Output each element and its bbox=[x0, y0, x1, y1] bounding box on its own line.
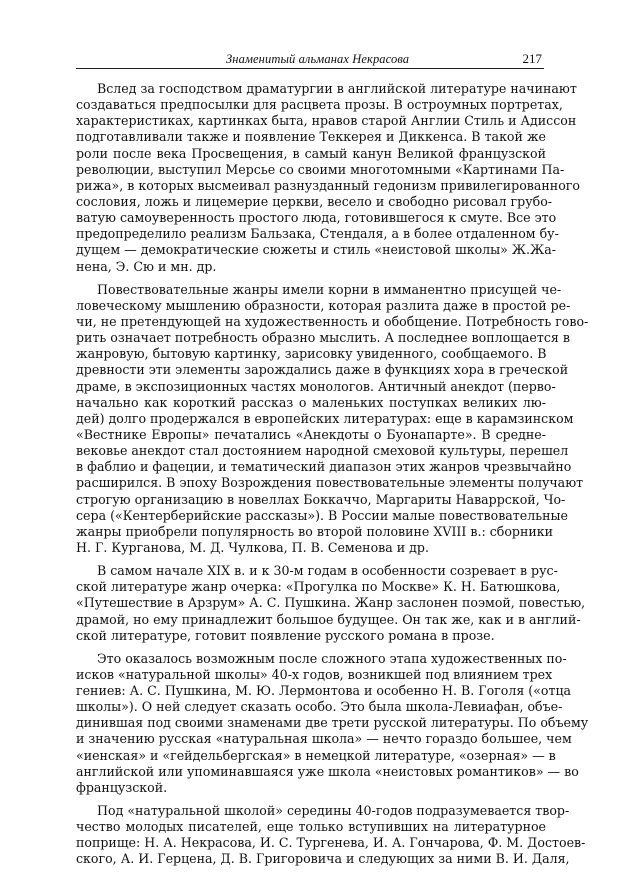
text-line: дущем — демократические сюжеты и стиль «неистовой школы» Ж.Жа- bbox=[76, 242, 556, 258]
text-line: «Путешествие в Арзрум» А. С. Пушкина. Жанр заслонен поэмой, повестью, bbox=[76, 595, 586, 611]
text-line: вековье анекдот стал достоянием народной смеховой культуры, перешел bbox=[76, 443, 569, 459]
text-line: В самом начале XIX в. и к 30-м годам в особенности созревает в рус- bbox=[97, 563, 558, 579]
text-line: гениев: А. С. Пушкина, М. Ю. Лермонтова и особенно Н. В. Гоголя («отца bbox=[76, 683, 572, 699]
running-header bbox=[76, 46, 544, 69]
text-line: Повествовательные жанры имели корни в имманентно присущей че- bbox=[97, 281, 562, 297]
text-line: подготавливали также и появление Теккерея и Диккенса. В такой же bbox=[76, 129, 546, 145]
text-line: ской литературе жанр очерка: «Прогулка по Москве» К. Н. Батюшкова, bbox=[76, 579, 561, 595]
text-line: чи, не претендующей на художественность и обобщение. Потребность гово- bbox=[76, 313, 589, 329]
text-line: нена, Э. Сю и мн. др. bbox=[76, 258, 217, 274]
text-line: характеристиках, картинках быта, нравов старой Англии Стиль и Адиссон bbox=[76, 113, 577, 129]
paragraph bbox=[76, 803, 586, 868]
paragraph bbox=[76, 81, 580, 275]
text-line: школы»). О ней следует сказать особо. Это была школа-Левиафан, объе- bbox=[76, 699, 563, 715]
text-line: создаваться предпосылки для расцвета прозы. В остроумных портретах, bbox=[76, 97, 563, 113]
text-line: сословия, ложь и лицемерие церкви, весело и свободно рисовал грубо- bbox=[76, 193, 553, 209]
text-line: ватую самоуверенность простого люда, готовившегося к смуте. Все это bbox=[76, 210, 557, 226]
paragraph bbox=[76, 563, 586, 644]
text-line: роли после века Просвещения, в самый канун Великой французской bbox=[76, 145, 546, 161]
text-line: ской литературе, готовит появление русского романа в прозе. bbox=[76, 627, 495, 643]
text-line: и значению русская «натуральная школа» — нечто гораздо большее, чем bbox=[76, 731, 572, 747]
text-line: начально как короткий рассказ о маленьких поступках великих лю- bbox=[76, 394, 546, 410]
text-line: предопределило реализм Бальзака, Стендаля, а в более отдаленном бу- bbox=[76, 226, 559, 242]
running-title: Знаменитый альманах Некрасова bbox=[226, 52, 410, 66]
text-line: древности эти элементы зарождались даже в функциях хора в греческой bbox=[76, 362, 569, 378]
text-line: расширился. В эпоху Возрождения повествовательные элементы получают bbox=[76, 475, 584, 491]
text-line: революции, выступил Мерсье со своими многотомными «Картинами Па- bbox=[76, 161, 565, 177]
text-line: Н. Г. Курганова, М. Д. Чулкова, П. В. Семенова и др. bbox=[76, 539, 429, 555]
text-line: ского, А. И. Герцена, Д. В. Григоровича и следующих за ними В. И. Даля, bbox=[76, 851, 570, 867]
text-line: «Вестнике Европы» печатались «Анекдоты о Буонапарте». В средне- bbox=[76, 426, 546, 442]
page-number: 217 bbox=[522, 51, 542, 66]
text-line: ловеческому мышлению образности, которая разлита даже в простой ре- bbox=[76, 297, 571, 313]
text-line: Под «натуральной школой» середины 40-годов подразумевается твор- bbox=[97, 803, 570, 819]
text-line: дей) долго продержался в европейских литературах: еще в карамзинском bbox=[76, 410, 574, 426]
text-line: чество молодых писателей, еще только вступивших на литературное bbox=[76, 819, 546, 835]
text-line: строгую организацию в новеллах Боккаччо, Маргариты Наваррской, Чо- bbox=[76, 491, 566, 507]
text-line: рижа», в которых высмеивал разнузданный гедонизм привилегированного bbox=[76, 177, 580, 193]
body-text bbox=[76, 81, 589, 875]
text-line: Это оказалось возможным после сложного этапа художественных по- bbox=[97, 650, 567, 666]
text-line: Вслед за господством драматургии в английской литературе начинают bbox=[97, 81, 577, 96]
text-line: жанровую, бытовую картинку, зарисовку увиденного, сообщаемого. В bbox=[76, 346, 547, 362]
text-line: английской или упоминавшаяся уже школа «неистовых романтиков» — во bbox=[76, 763, 579, 779]
text-line: «иенская» и «гейдельбергская» в немецкой литературе, «озерная» — в bbox=[76, 747, 556, 763]
paragraph bbox=[76, 281, 589, 556]
paragraph bbox=[76, 650, 589, 796]
text-line: драмой, но ему принадлежит большое будущее. Он так же, как и в англий- bbox=[76, 611, 581, 627]
text-line: жанры приобрели популярность во второй половине XVIII в.: сборники bbox=[76, 523, 554, 539]
text-line: сера («Кентерберийские рассказы»). В России малые повествовательные bbox=[76, 507, 568, 523]
text-line: в фаблио и фацеции, и тематический диапазон этих жанров чрезвычайно bbox=[76, 459, 572, 475]
text-line: динившая под своими знаменами две трети русской литературы. По объему bbox=[76, 715, 589, 731]
text-line: французской. bbox=[76, 779, 168, 795]
text-line: рить означает потребность образно мыслить. А последнее воплощается в bbox=[76, 330, 570, 346]
text-line: поприще: Н. А. Некрасова, И. С. Тургенева, И. А. Гончарова, Ф. М. Достоев- bbox=[76, 835, 586, 851]
text-line: исков «натуральной школы» 40-х годов, возникшей под влиянием трех bbox=[76, 666, 553, 682]
text-line: драме, в экспозиционных частях монологов. Античный анекдот (перво- bbox=[76, 378, 556, 394]
